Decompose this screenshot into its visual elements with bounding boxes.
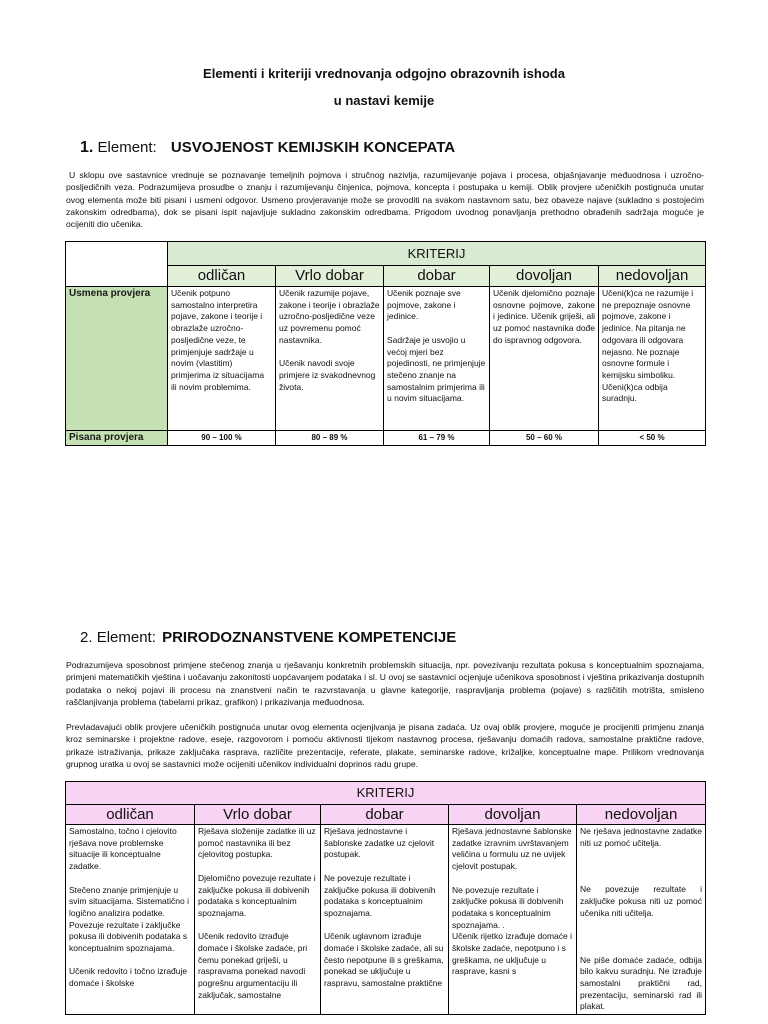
section-2-paragraph-1: Podrazumijeva sposobnost primjene stečenog znanja u rješavanju konkretnih problemskih situacija, npr. povezivanju rezultata pokusa s konceptualnim spoznajama, primjeni matematičkih vještina i uočavanju zakonitosti uopćavanjem podataka i sl. U ovoj se sastavnici ocjenjuje učenikova sposobnost i vještina prikazivanja dostupnih podataka o nekoj pojavi ili procesu na znanstveni način te razvrstavanja u glavne kategorije, raspravljanja problema (pojave) s različitih motrišta, smisleno raščlanjivanja problema (tabelarni prikaz, grafikon) i prikazivanja međuodnosa. (66, 660, 704, 707)
cell-text: Rješava složenije zadatke ili uz pomoć nastavnika ili bez cjelovitog postupka. (198, 826, 316, 860)
percentage-dovoljan: 50 – 60 % (490, 431, 599, 446)
criteria-cell (384, 287, 490, 431)
criteria-cell (195, 825, 321, 1015)
criteria-table-1 (65, 241, 706, 446)
grade-nedovoljan: nedovoljan (599, 266, 706, 287)
section-2-number: 2. (80, 629, 93, 646)
criteria-table-2 (65, 781, 706, 1015)
cell-text: Učenik razumije pojave, zakone i teorije i obrazlaže uzročno-posljedične veze uz povremenu pomoć nastavnika. (279, 288, 380, 345)
cell-text: Učenik rijetko izrađuje domaće i školske zadaće, nepotpuno i s greškama, ne uključuje u rasprave, kasni s (452, 931, 572, 977)
cell-text: Ne rješava jednostavne zadatke niti uz pomoć učitelja. (580, 826, 703, 848)
criteria-cell (490, 287, 599, 431)
cell-text: Ne piše domaće zadaće, odbija bilo kakvu suradnju. Ne izrađuje samostalni praktični rad, prezentaciju, seminarski rad ili plakat. (580, 954, 703, 1012)
section-1-label: Element: (97, 139, 157, 156)
grade-dovoljan: dovoljan (490, 266, 599, 287)
cell-text: Ne povezuje rezultate i zaključke pokusa ili dobivenih podataka s konceptualnim spoznajama. (324, 872, 436, 918)
grade-vrlo-dobar: Vrlo dobar (195, 805, 321, 825)
cell-text: Učenik djelomično poznaje osnovne pojmove, zakone i jedinice. Učenik griješi, ali uz pomoć nastavnika dođe do ispravnog odgovora. (493, 288, 595, 345)
grade-odlican: odličan (66, 805, 195, 825)
cell-text: Učenik poznaje sve pojmove, zakone i jedinice. (387, 288, 461, 322)
section-1-name: USVOJENOST KEMIJSKIH KONCEPATA (170, 139, 456, 156)
criteria-cell (577, 825, 706, 1015)
cell-text: Učenik redovito i točno izrađuje domaće i školske (69, 966, 188, 989)
table-row-usmena (66, 287, 706, 431)
grade-dobar: dobar (384, 266, 490, 287)
document-title: Elementi i kriteriji vrednovanja odgojno obrazovnih ishoda (203, 66, 565, 81)
table-2-kriterij-header: KRITERIJ (66, 782, 706, 805)
cell-text: Učenik uglavnom izrađuje domaće i školske zadaće, ali su često nepotpune ili s greškama, ponekad se uključuje u raspravu, samostalne praktične (324, 931, 444, 989)
row-label-pisana-provjera: Pisana provjera (66, 431, 168, 446)
cell-text: Učenik redovito izrađuje domaće i školske zadaće, pri čemu ponekad griješi, u raspravama ponekad navodi pogrešnu argumentaciju ili zaključak, samostalne (198, 931, 308, 1000)
grade-odlican: odličan (168, 266, 276, 287)
criteria-cell (66, 825, 195, 1015)
cell-text: Sadržaje je usvojio u većoj mjeri bez pojedinosti, ne primjenjuje stečeno znanje na samostalnim primjerima ili u novim situacijama. (387, 334, 486, 404)
cell-text: Učenik potpuno samostalno interpretira pojave, zakone i teorije i obrazlaže uzročno-posljedične veze, te primjenjuje sadržaje u novim (vlastitim) primjerima iz situacijama ili novim problemima. (171, 288, 265, 392)
percentage-odlican: 90 – 100 % (168, 431, 276, 446)
section-1-paragraph: U sklopu ove sastavnice vrednuje se poznavanje temeljnih pojmova i stručnog nazivlja, razumijevanje pojava i procesa, objašnjavanje međuodnosa i uzročno-posljedičnih veza. Podrazumijeva prosudbe o znanju i razumijevanju činjenica, pojmova, koncepta i postupaka u kemiji. Oblik provjere učeničkih postignuća unutar ovog elementa može biti pisani i usmeni odgovor. Usmeno provjeravanje može se provoditi na svakom nastavnom satu, bez obaveze najave (sukladno s postojećim zakonskim odredbama), dok se pisani ispit najavljuje sukladno zakonskim odredbama. Prigodom uvodnog ponavljanja prethodno obrađenih sadržaja moguće je ocijeniti dio učenika. (66, 170, 704, 230)
section-2-name: PRIRODOZNANSTVENE KOMPETENCIJE (162, 629, 457, 646)
grade-vrlo-dobar: Vrlo dobar (276, 266, 384, 287)
cell-text: Rješava jednostavne šablonske zadatke izravnim uvrštavanjem veličina u formulu uz ne uvijek cjelovit postupak. (452, 826, 572, 872)
percentage-nedovoljan: < 50 % (599, 431, 706, 446)
criteria-cell (449, 825, 577, 1015)
section-2-label: Element: (96, 629, 156, 646)
table-row-criteria (66, 825, 706, 1015)
criteria-cell (599, 287, 706, 431)
cell-text: Ne povezuje rezultate i zaključke pokusa ili dobivenih podataka s konceptualnim spoznajama. . (452, 884, 564, 930)
section-2-heading (80, 629, 456, 646)
table-1-kriterij-header: KRITERIJ (168, 242, 706, 266)
section-2-paragraph-2: Prevladavajući oblik provjere učeničkih postignuća unutar ovog elementa ocjenjivanja je pisana zadaća. Uz ovaj oblik provjere, moguće je procijeniti primjenu znanja kroz seminarske i projektne radove, eseje, razgovorom i pomoću aktivnosti tijekom nastavnog procesa, rješavanju domaćih radova, samostalne praktične radove, prikaze istraživanja, prikaze zaključaka rasprava, različite prezentacije, referate, plakate, seminarske radove, križaljke, konceptualne mape. Prilikom vrednovanja grupnog uratka u ovoj se sastavnici može ocijeniti učenikov individualni doprinos radu grupe. (66, 722, 704, 769)
grade-dovoljan: dovoljan (449, 805, 577, 825)
cell-text: Ne povezuje rezultate i zaključke pokusa niti uz pomoć učenika niti učitelja. (580, 884, 703, 918)
cell-text: Samostalno, točno i cjelovito rješava nove problemske situacije ili konceptualne zadatke. (69, 826, 177, 872)
criteria-cell (168, 287, 276, 431)
cell-text: Stečeno znanje primjenjuje u svim situacijama. Sistematično i logično analizira podatke. Povezuje rezultate i zaključke pokusa ili dobivenih podataka s konceptualnim spoznajama. (69, 884, 189, 954)
section-1-heading (80, 139, 455, 157)
criteria-cell (321, 825, 449, 1015)
percentage-vrlo-dobar: 80 – 89 % (276, 431, 384, 446)
criteria-cell (276, 287, 384, 431)
percentage-dobar: 61 – 79 % (384, 431, 490, 446)
cell-text: Djelomično povezuje rezultate i zaključke pokusa ili dobivenih podataka s konceptualnim spoznajama. (198, 872, 316, 918)
row-label-usmena-provjera: Usmena provjera (66, 287, 168, 431)
document-subtitle: u nastavi kemije (333, 93, 435, 108)
cell-text: Učenik navodi svoje primjere iz svakodnevnog života. (279, 358, 376, 392)
cell-text: Rješava jednostavne i šablonske zadatke uz cjelovit postupak. (324, 826, 435, 860)
grade-dobar: dobar (321, 805, 449, 825)
table-1-corner (66, 242, 168, 287)
grade-nedovoljan: nedovoljan (577, 805, 706, 825)
section-1-number: 1. (80, 139, 94, 156)
table-row-pisana (66, 431, 706, 446)
cell-text: Učeni(k)ca ne razumije i ne prepoznaje osnovne pojmove, zakone i jedinice. Na pitanja ne odgovara ili odgovara nejasno. Ne poznaje osnovne formule i kemijsku simboliku. Učeni(k)ca odbija suradnju. (602, 288, 694, 404)
